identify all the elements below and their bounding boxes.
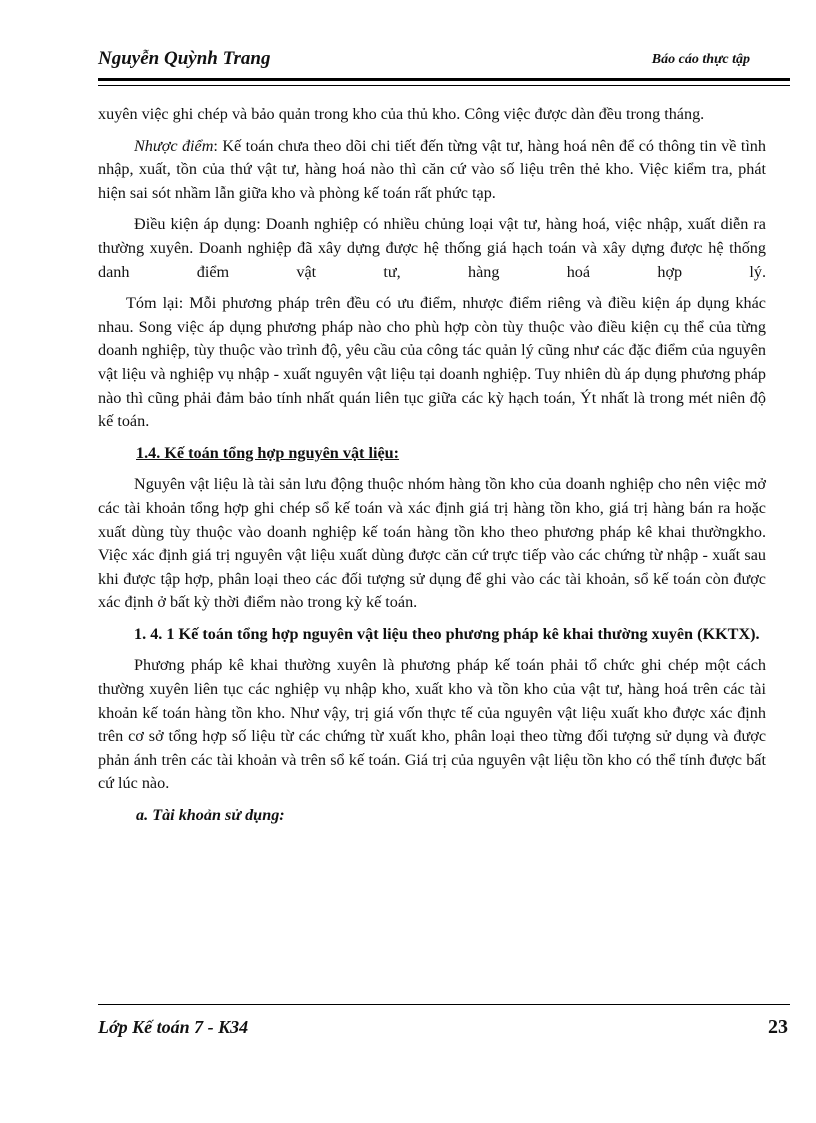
paragraph-condition: Điều kiện áp dụng: Doanh nghiệp có nhiều chủng loại vật tư, hàng hoá, việc nhập, xuất diễn ra thường xuyên. Doanh nghiệp đã xây dựng được hệ thống giá hạch toán và xây dựng được hệ thống danh điểm vật tư, hàng hoá hợp lý.	[98, 215, 766, 281]
paragraph-disadvantage	[98, 135, 766, 206]
page-body	[98, 103, 766, 828]
paragraph-materials: Nguyên vật liệu là tài sản lưu động thuộc nhóm hàng tồn kho của doanh nghiệp cho nên việc mở các tài khoản tổng hợp ghi chép sổ kế toán và xác định giá trị hàng tồn kho, giá trị hàng bán ra hoặc xuất dùng tùy thuộc vào doanh nghiệp kế toán hàng tồn kho theo phương pháp kê khai thườngkho. Việc xác định giá trị nguyên vật liệu xuất dùng được căn cứ trực tiếp vào các chứng từ nhập - xuất sau khi được tập hợp, phân loại theo các đối tượng sử dụng để ghi vào các tài khoản, sổ kế toán còn được xác định ở bất kỳ thời điểm nào trong kỳ kế toán.	[98, 475, 766, 612]
heading-1-4: 1.4. Kế toán tổng hợp nguyên vật liệu:	[136, 443, 400, 462]
header-author: Nguyễn Quỳnh Trang	[98, 48, 271, 69]
page-header	[98, 48, 790, 76]
heading-a-accounts: a. Tài khoản sử dụng:	[136, 806, 285, 825]
header-report-title: Báo cáo thực tập	[651, 52, 750, 67]
heading-1-4-1: 1. 4. 1 Kế toán tổng hợp nguyên vật liệu theo phương pháp kê khai thường xuyên (KKTX).	[134, 624, 760, 643]
disadvantage-label: Nhược điểm	[134, 136, 214, 155]
footer-divider	[98, 1004, 790, 1005]
page-number: 23	[768, 1016, 788, 1038]
footer-class-name: Lớp Kế toán 7 - K34	[98, 1017, 249, 1037]
header-divider	[98, 78, 790, 86]
paragraph-summary: Tóm lại: Mỗi phương pháp trên đều có ưu điểm, nhược điểm riêng và điều kiện áp dụng khác nhau. Song việc áp dụng phương pháp nào cho phù hợp còn tùy thuộc vào điều kiện cụ thể của từng doanh nghiệp, tùy thuộc vào trình độ, yêu cầu của công tác quản lý cũng như các đặc điểm của nguyên vật liệu và nghiệp vụ nhập - xuất nguyên vật liệu tại doanh nghiệp. Tuy nhiên dù áp dụng phương pháp nào thì cũng phải đảm bảo tính nhất quán liên tục giữa các kỳ hạch toán, Ýt nhất là trong mét niên độ kế toán.	[98, 294, 766, 431]
paragraph-kktx: Phương pháp kê khai thường xuyên là phương pháp kế toán phải tổ chức ghi chép một cách thường xuyên liên tục các nghiệp vụ nhập kho, xuất kho và tồn kho của vật tư, hàng hoá trên các tài khoản kế toán hàng tồn kho. Như vậy, trị giá vốn thực tế của nguyên vật liệu xuất kho được xác định trên cơ sở tổng hợp số liệu từ các chứng từ xuất kho, phân loại theo từng đối tượng sử dụng và được phản ánh trên các tài khoản và trên sổ kế toán. Giá trị của nguyên vật liệu tồn kho có thể tính được bất cứ lúc nào.	[98, 656, 766, 793]
paragraph-continuation: xuyên việc ghi chép và bảo quản trong kho của thủ kho. Công việc được dàn đều trong tháng.	[98, 105, 705, 123]
disadvantage-text: : Kế toán chưa theo dõi chi tiết đến từng vật tư, hàng hoá nên để có thông tin về tình nhập, xuất, tồn của thứ vật tư, hàng hoá nào thì căn cứ vào số liệu trên thẻ kho. Việc kiểm tra, phát hiện sai sót nhầm lẫn giữa kho và phòng kế toán rất phức tạp.	[98, 136, 766, 202]
